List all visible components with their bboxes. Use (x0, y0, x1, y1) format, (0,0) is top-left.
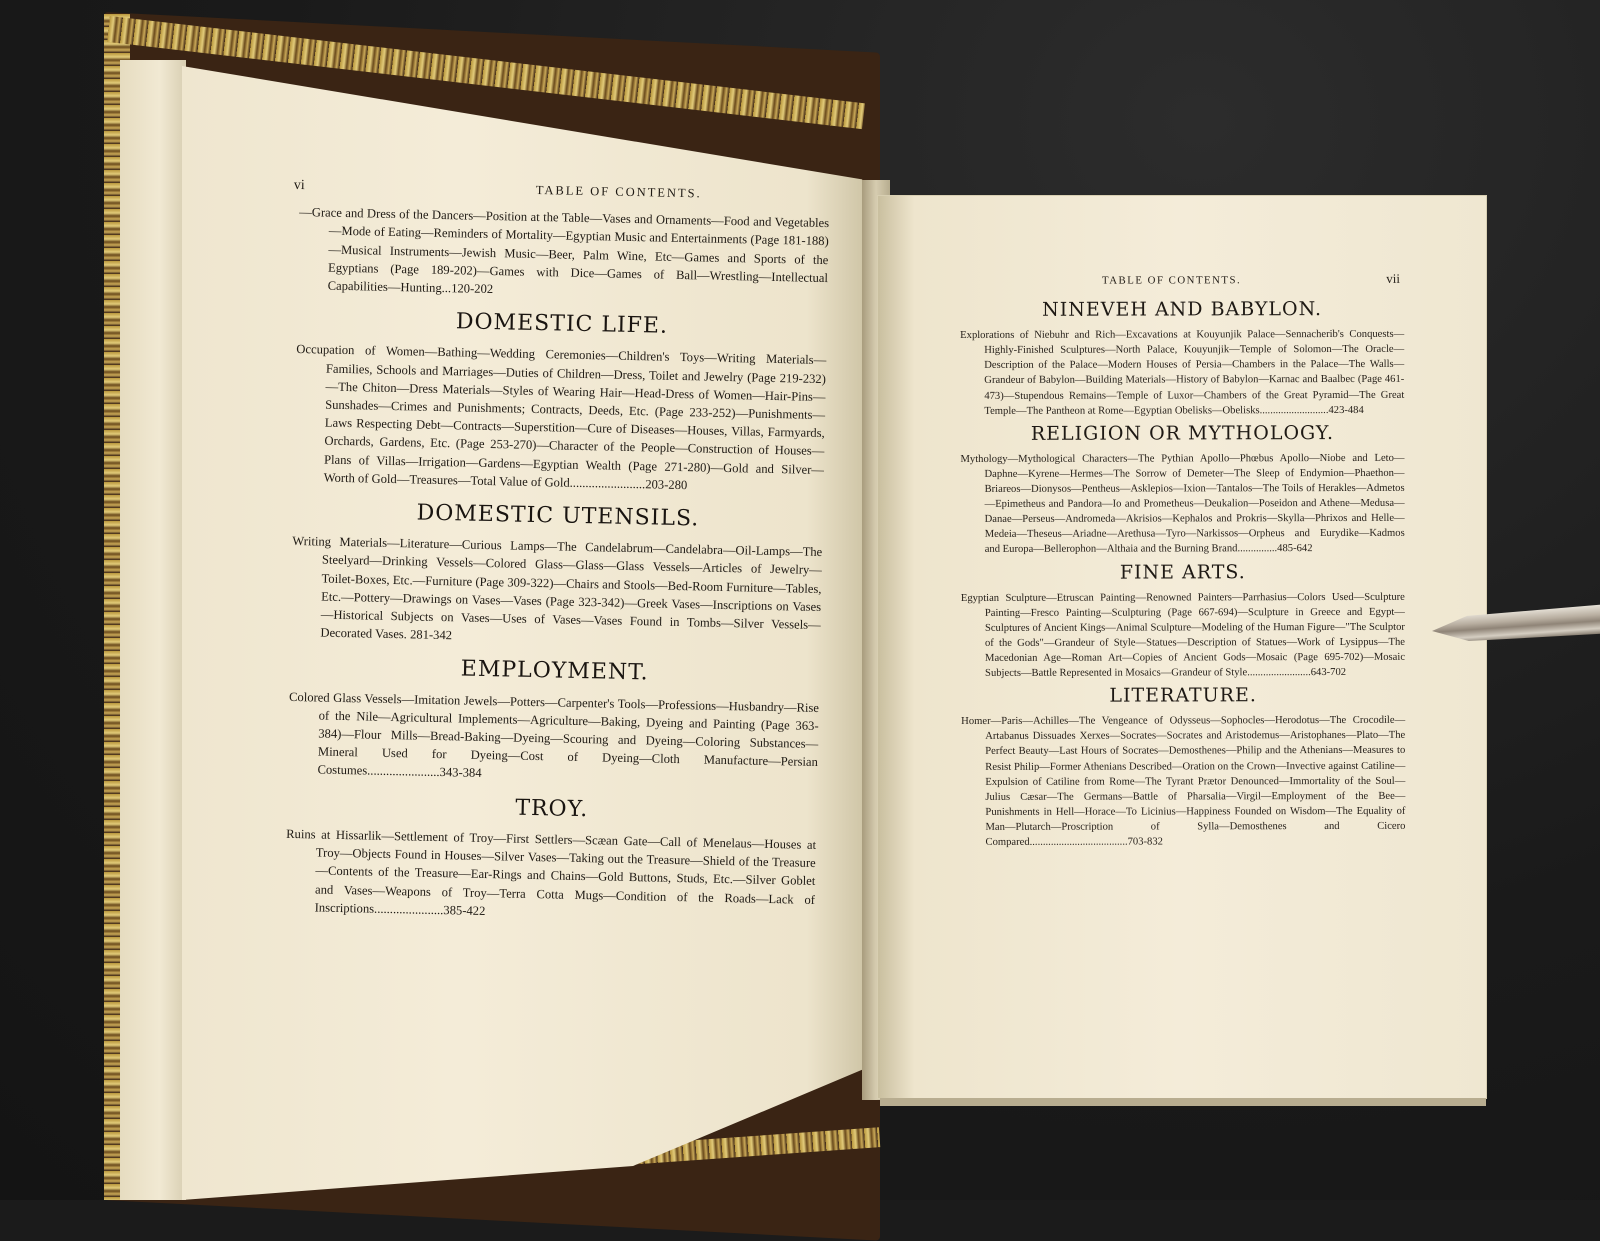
right-running-title: TABLE OF CONTENTS. (1102, 274, 1242, 287)
continuation-entry: —Grace and Dress of the Dancers—Position at the Table—Vases and Ornaments—Food and Vegetables—Mode of Eating—Reminders of Mortality—Egyptian Music and Entertainments (Page 181-188)—Musical Instruments—Jewish Music—Beer, Palm Wine, Etc—Games and Sports of the Egyptians (Page 189-202)—Games with Dice—Games of Ball—Wrestling—Intellectual Capabilities—Hunting...120-202 (299, 205, 830, 297)
section-heading-domestic-utensils: DOMESTIC UTENSILS. (416, 500, 700, 532)
section-body-religion-mythology: Mythology—Mythological Characters—The Pythian Apollo—Phœbus Apollo—Niobe and Leto—Daphne—Kyrene—Hermes—The Sorrow of Demeter—The Sleep of Endymion—Phaethon—Briareos—Dionysos—Pentheus—Asklepios—Ixion—Tantalos—The Toils of Herakles—Admetos—Epimetheus and Pandora—Io and Prometheus—Deukalion—Poseidon and Athene—Medusa—Danae—Perseus—Andromeda—Akrisios—Kephalos and Prokris—Skylla—Phrixos and Helle—Medeia—Theseus—Ariadne—Arethusa—Tyro—Narkissos—Orpheus and Eurydike—Kadmos and Europa—Bellerophon—Althaia and the Burning Brand...............485-642 (960, 452, 1405, 556)
section-heading-employment: EMPLOYMENT. (460, 656, 649, 686)
right-page-number: vii (1386, 270, 1401, 286)
section-body-troy: Ruins at Hissarlik—Settlement of Troy—First Settlers—Scæan Gate—Call of Menelaus—Houses at Troy—Objects Found in Houses—Silver Vases—Taking out the Treasure—Shield of the Treasure—Contents of the Treasure—Ear-Rings and Chains—Gold Buttons, Studs, Etc.—Silver Goblet and Vases—Weapons of Troy—Terra Cotta Mugs—Condition of the Roads—Lack of Inscriptions......................385-422 (286, 826, 817, 918)
left-page-text (285, 176, 830, 927)
section-heading-fine-arts: FINE ARTS. (1119, 560, 1246, 584)
section-heading-domestic-life: DOMESTIC LIFE. (455, 309, 669, 339)
section-body-nineveh-babylon: Explorations of Niebuhr and Rich—Excavations at Kouyunjik Palace—Sennacherib's Conquests—Highly-Finished Sculptures—North Palace, Kouyunjik—Temple of Solomon—The Oracle—Description of the Palace—Modern Houses of Persia—Chambers in the Palace—The Walls—Grandeur of Babylon—Building Materials—History of Babylon—Karnac and Baalbec (Page 461-473)—Stupendous Remains—Temple of Luxor—Chambers of the Great Pyramid—The Great Temple—The Pantheon at Rome—Egyptian Obelisks—Obelisks..........................423-484 (960, 329, 1405, 417)
section-heading-literature: LITERATURE. (1109, 684, 1257, 707)
section-body-domestic-utensils: Writing Materials—Literature—Curious Lamps—The Candelabrum—Candelabra—Oil-Lamps—The Steelyard—Drinking Vessels—Colored Glass—Glass—Glass Vessels—Articles of Jewelry—Toilet-Boxes, Etc.—Furniture (Page 309-322)—Chairs and Stools—Bed-Room Furniture—Tables, Etc.—Pottery—Drawings on Vases—Vases (Page 323-342)—Greek Vases—Inscriptions on Vases—Historical Subjects on Vases—Uses of Vases—Vases Found in Tombs—Silver Vessels—Decorated Vases. 281-342 (292, 534, 823, 643)
page-bottom-edge (880, 1098, 1486, 1106)
flyleaf (120, 60, 186, 1200)
section-body-fine-arts: Egyptian Sculpture—Etruscan Painting—Renowned Painters—Parrhasius—Colors Used—Sculpture Painting—Fresco Painting—Sculpturing (Page 667-694)—Sculpture in Greece and Egypt—Sculptures of Ancient Kings—Animal Sculpture—Modeling of the Human Figure—"The Sculptor of the Gods"—Grandeur of Style—Statues—Description of Statues—Work of Lysippus—The Macedonian Age—Roman Art—Copies of Ancient Gods—Mosaic (Page 695-702)—Mosaic Subjects—Battle Represented in Mosaics—Grandeur of Style........................643-702 (960, 591, 1406, 679)
section-heading-troy: TROY. (515, 795, 589, 822)
left-running-title: TABLE OF CONTENTS. (535, 182, 702, 201)
section-body-employment: Colored Glass Vessels—Imitation Jewels—Potters—Carpenter's Tools—Professions—Husbandry—Rise of the Nile—Agricultural Implements—Agriculture—Baking, Dyeing and Painting (Page 363-384)—Flour Mills—Bread-Baking—Dyeing—Scouring and Dyeing—Coloring Substances—Mineral Used for Dyeing—Cost of Dyeing—Cloth Manufacture—Persian Costumes.......................343-384 (288, 689, 820, 781)
section-heading-nineveh-babylon: NINEVEH AND BABYLON. (1042, 298, 1323, 321)
section-body-literature: Homer—Paris—Achilles—The Vengeance of Odysseus—Sophocles—Herodotus—The Crocodile—Artabanus Dissuades Xerxes—Socrates—Socrates and Aristodemus—Aristophanes—Plato—The Perfect Beauty—Last Hours of Socrates—Demosthenes—Philip and the Athenians—Measures to Resist Philip—Former Athenians Described—Oration on the Crown—Invective against Catiline—Expulsion of Catiline from Rome—The Tyrant Prætor Denounced—Immortality of the Soul—Julius Cæsar—The Germans—Battle of Pharsalia—Virgil—Employment of the Bee—Punishments in Hell—Horace—To Licinius—Happiness Founded on Wisdom—The Equality of Man—Plutarch—Proscription of Sylla—Demosthenes and Cicero Compared.....................................703-832 (961, 715, 1406, 848)
section-body-domestic-life: Occupation of Women—Bathing—Wedding Ceremonies—Children's Toys—Writing Materials—Families, Schools and Marriages—Duties of Children—Dress, Toilet and Jewelry (Page 219-232)—The Chiton—Dress Materials—Styles of Wearing Hair—Head-Dress of Women—Hair-Pins—Sunshades—Crimes and Punishments; Contracts, Deeds, Etc. (Page 233-252)—Punishments—Laws Respecting Debt—Contracts—Superstition—Cure of Diseases—Houses, Villas, Farmyards, Orchards, Gardens, Etc. (Page 253-270)—Character of the People—Construction of Houses—Plans of Villas—Irrigation—Gardens—Egyptian Wealth (Page 271-280)—Gold and Silver—Worth of Gold—Treasures—Total Value of Gold........................203-280 (296, 342, 827, 493)
right-running-head (960, 271, 1404, 289)
right-page-text (960, 271, 1406, 850)
section-heading-religion-mythology: RELIGION OR MYTHOLOGY. (1030, 421, 1335, 445)
left-page-number: vi (293, 177, 305, 194)
